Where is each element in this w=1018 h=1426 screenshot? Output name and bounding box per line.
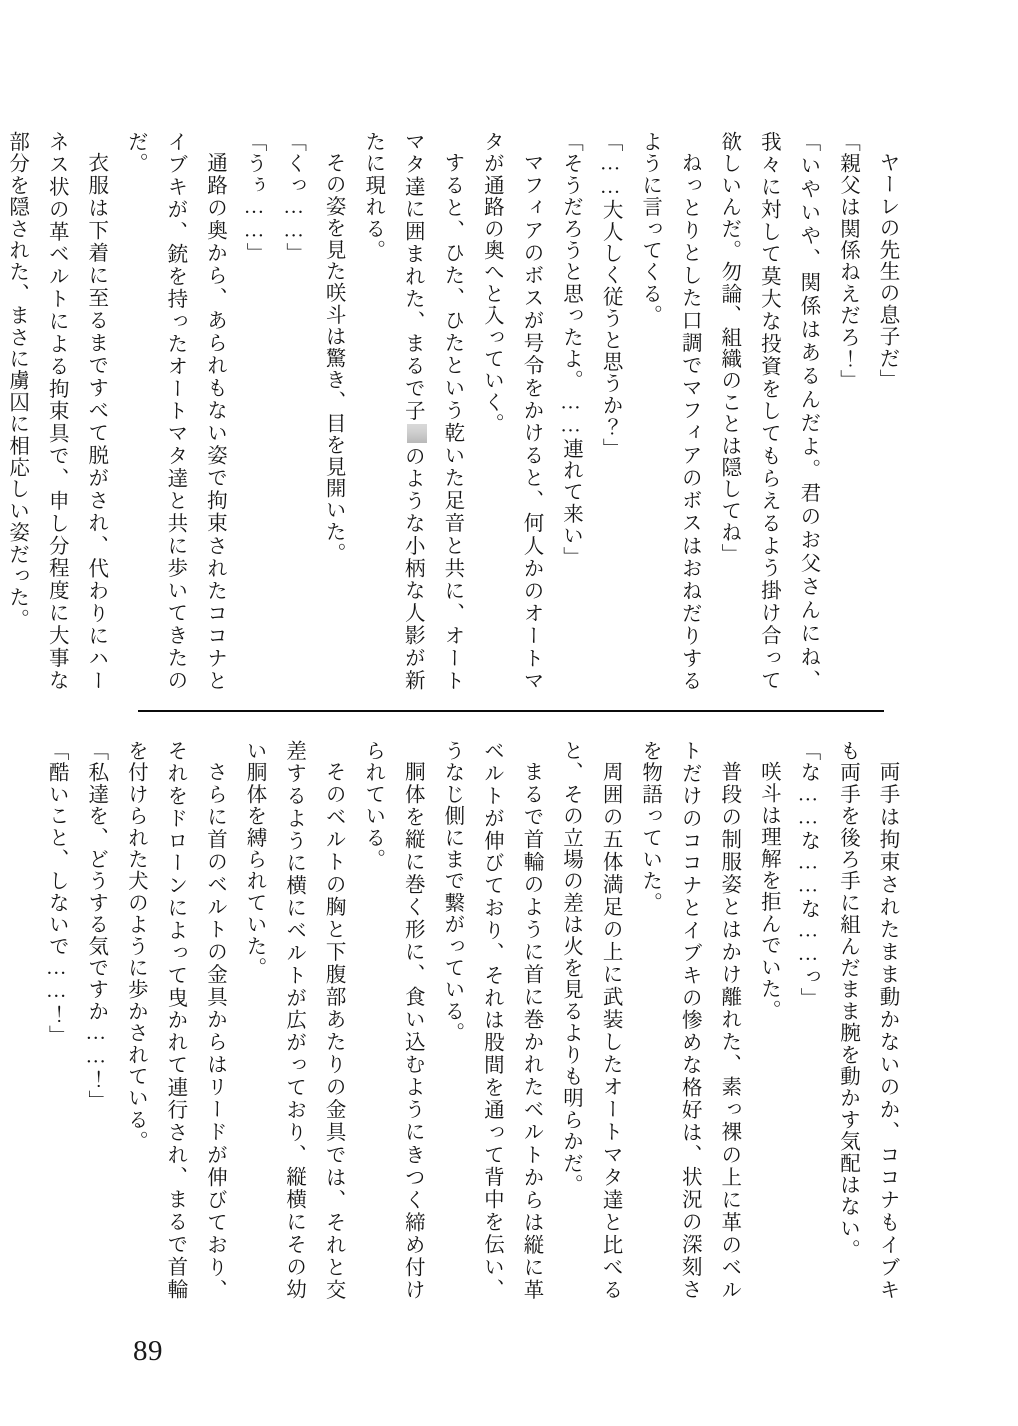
upper-paragraph: ねっとりとした口調でマフィアのボスはおねだりするように言ってくる。: [638, 131, 701, 691]
upper-paragraph: その姿を見た咲斗は驚き、目を見開いた。: [322, 151, 345, 564]
lower-paragraph: さらに首のベルトの金具からはリードが伸びており、それをドローンによって曳かれて連行され、まるで首輪を付けられた犬のように歩かされている。: [124, 740, 226, 1300]
redacted-character-block: [407, 424, 426, 443]
upper-paragraph: 「くっ……」: [282, 131, 305, 265]
page-number: 89: [133, 1335, 163, 1367]
upper-paragraph: 「うぅ……」: [243, 131, 265, 265]
lower-paragraph: 「私達を、どうする気ですか……！」: [84, 740, 107, 1112]
upper-paragraph: ヤーレの先生の息子だ」: [876, 151, 898, 391]
lower-paragraph: 「酷いこと、しないで……！」: [45, 740, 68, 1047]
upper-paragraph: 「そうだろうと思ったよ。……連れて来い」: [559, 131, 582, 568]
upper-paragraph: 通路の奥から、あられもない姿で拘束されたココナとイブキが、銃を持ったオートマタ達と共に歩いてきたのだ。: [124, 131, 226, 691]
lower-text-block: [45, 740, 906, 1300]
lower-paragraph: 咲斗は理解を拒んでいた。: [757, 760, 780, 1021]
lower-paragraph: 胴体を縦に巻く形に、食い込むようにきつく締め付けられている。: [361, 740, 424, 1300]
lower-paragraph: まるで首輪のように首に巻かれたベルトからは縦に革ベルトが伸びており、それは股間を通って背中を伝い、うなじ側にまで繋がっている。: [440, 740, 542, 1300]
upper-paragraph: マフィアのボスが号令をかけると、何人かのオートマタが通路の奥へと入っていく。: [480, 131, 542, 691]
upper-paragraph: すると、ひた、ひたという乾いた足音と共に、オートマタ達に囲まれた、まるで子のような小柄な人影が新たに現れる。: [361, 131, 463, 691]
upper-paragraph: 衣服は下着に至るまですべて脱がされ、代わりにハーネス状の革ベルトによる拘束具で、申し分程度に大事な部分を隠された、まさに虜囚に相応しい姿だった。: [5, 131, 107, 691]
lower-paragraph: 「な……な……な……っ」: [796, 740, 819, 1010]
lower-paragraph: 周囲の五体満足の上に武装したオートマタ達と比べると、その立場の差は火を見るよりも明らかだ。: [559, 740, 622, 1300]
lower-paragraph: 普段の制服姿とはかけ離れた、素っ裸の上に革のベルトだけのココナとイブキの惨めな格好は、状況の深刻さを物語っていた。: [638, 740, 740, 1300]
upper-paragraph: 「……大人しく従うと思うか？」: [599, 131, 622, 460]
upper-paragraph: 「親父は関係ねえだろ！」: [836, 131, 859, 392]
upper-text-block: [5, 131, 906, 691]
lower-paragraph: そのベルトの胸と下腹部あたりの金具では、それと交差するように横にベルトが広がっており、縦横にその幼い胴体を縛られていた。: [243, 740, 345, 1300]
lower-paragraph: 両手は拘束されたまま動かないのか、ココナもイブキも両手を後ろ手に組んだまま腕を動かす気配はない。: [836, 740, 898, 1300]
upper-paragraph: 「いやいや、関係はあるんだよ。君のお父さんにね、我々に対して莫大な投資をしてもらえるよう掛け合って欲しいんだ。勿論、組織のことは隠してね」: [717, 131, 819, 691]
section-divider: [138, 710, 884, 712]
